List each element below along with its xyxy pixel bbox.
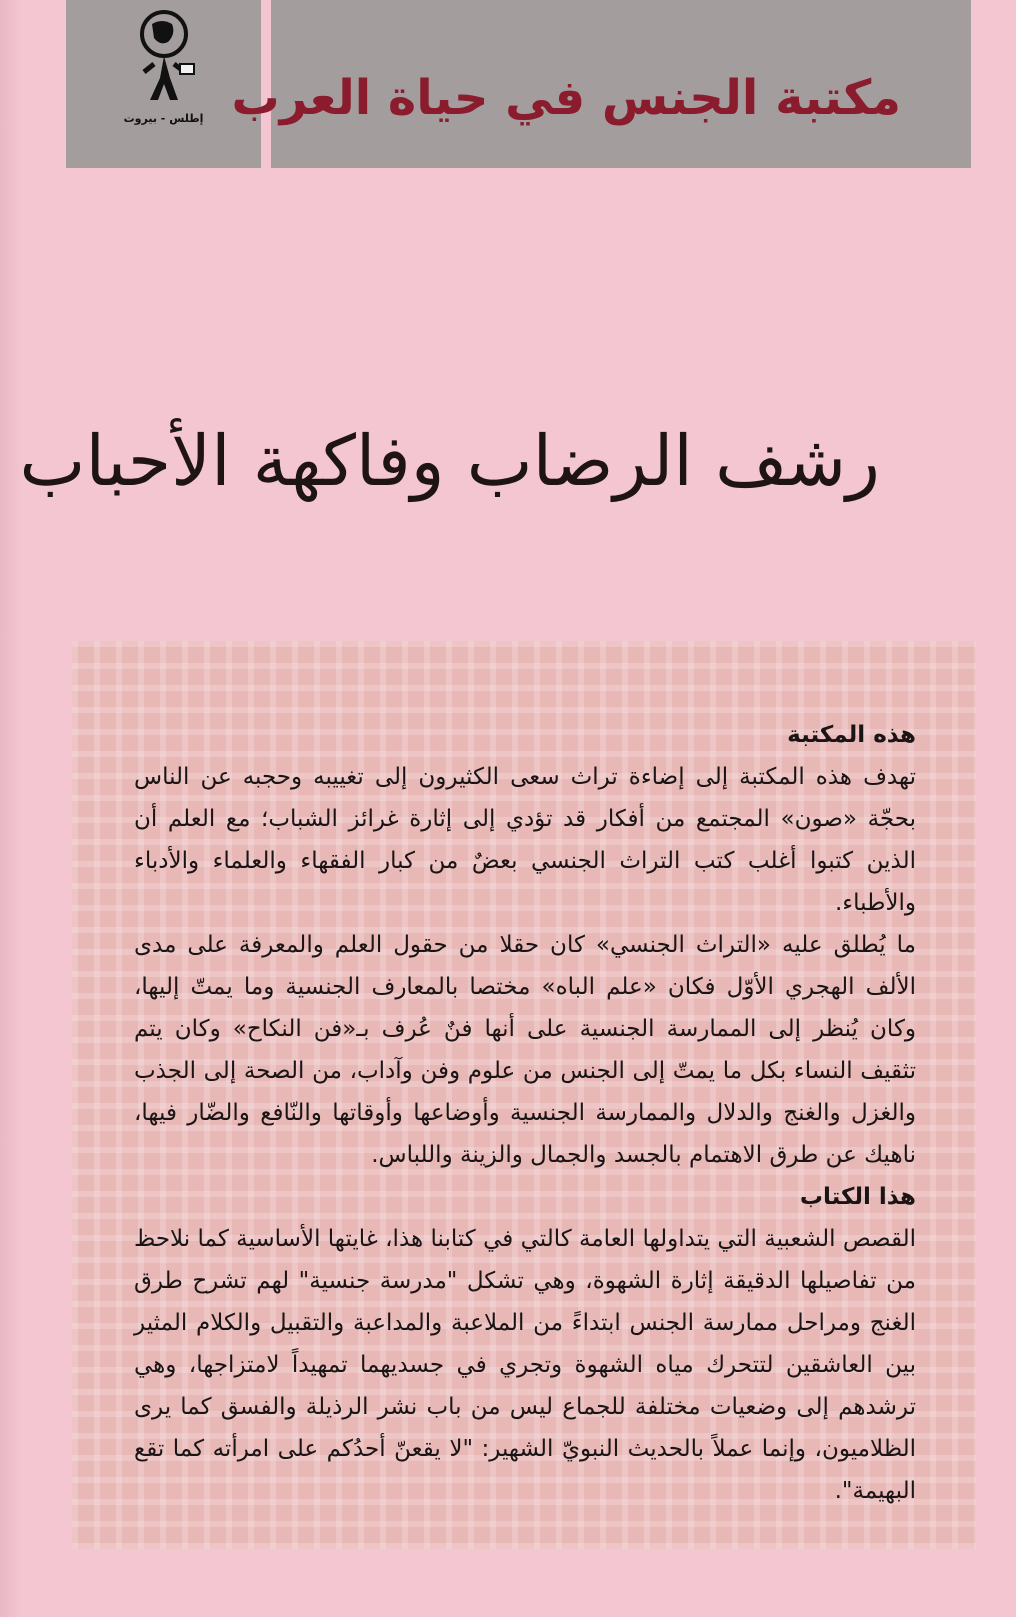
paragraph-book: القصص الشعبية التي يتداولها العامة كالتي في كتابنا هذا، غايتها الأساسية كما نلاحظ من تفاصيلها الدقيقة إثارة الشهوة، وهي تشكل "مدرسة جنسية" لهم تشرح طرق الغنج ومراحل ممارسة الجنس ابتداءً من الملاعبة والمداعبة والتقبيل والكلام المثير بين العاشقين لتتحرك مياه الشهوة وتجري في جسديهما تمهيداً لامتزاجها، وهي ترشدهم إلى وضعيات مختلفة للجماع ليس من باب نشر الرذيلة والفسق كما يرى الظلاميون، وإنما عملاً بالحديث النبويّ الشهير: "لا يقعنّ أحدُكم على امرأته كما تقع البهيمة".: [134, 1226, 916, 1504]
description-panel: [72, 641, 976, 1549]
description-text: [134, 714, 916, 1512]
section-heading-book: هذا الكتاب: [799, 1184, 916, 1210]
section-heading-library: هذه المكتبة: [787, 722, 916, 748]
publisher-name: إطلس - بيروت: [123, 112, 204, 125]
book-title: رشف الرضاب وفاكهة الأحباب: [19, 420, 880, 502]
series-banner: [231, 0, 971, 168]
paragraph-library-intro: تهدف هذه المكتبة إلى إضاءة تراث سعى الكثيرون إلى تغييبه وحجبه عن الناس بحجّة «صون» المجتمع من أفكار قد تؤدي إلى إثارة غرائز الشباب؛ مع العلم أن الذين كتبوا أغلب كتب التراث الجنسي بعضٌ من كبار الفقهاء والعلماء والأدباء والأطباء.: [134, 764, 916, 916]
spine-edge: [0, 0, 22, 1617]
paragraph-heritage: ما يُطلق عليه «التراث الجنسي» كان حقلا من حقول العلم والمعرفة على مدى الألف الهجري الأوّل فكان «علم الباه» مختصا بالمعارف الجنسية وما يمتّ إليها، وكان يُنظر إلى الممارسة الجنسية على أنها فنٌ عُرف بـ«فن النكاح» وكان يتم تثقيف النساء بكل ما يمتّ إلى الجنس من علوم وفن وآداب، من الصحة إلى الجذب والغزل والغنج والدلال والممارسة الجنسية وأوضاعها وأوقاتها والنّافع والضّار فيها، ناهيك عن طرق الاهتمام بالجسد والجمال والزينة واللباس.: [134, 932, 916, 1168]
atlas-logo-icon: [124, 8, 204, 108]
series-title: مكتبة الجنس في حياة العرب: [231, 70, 901, 126]
